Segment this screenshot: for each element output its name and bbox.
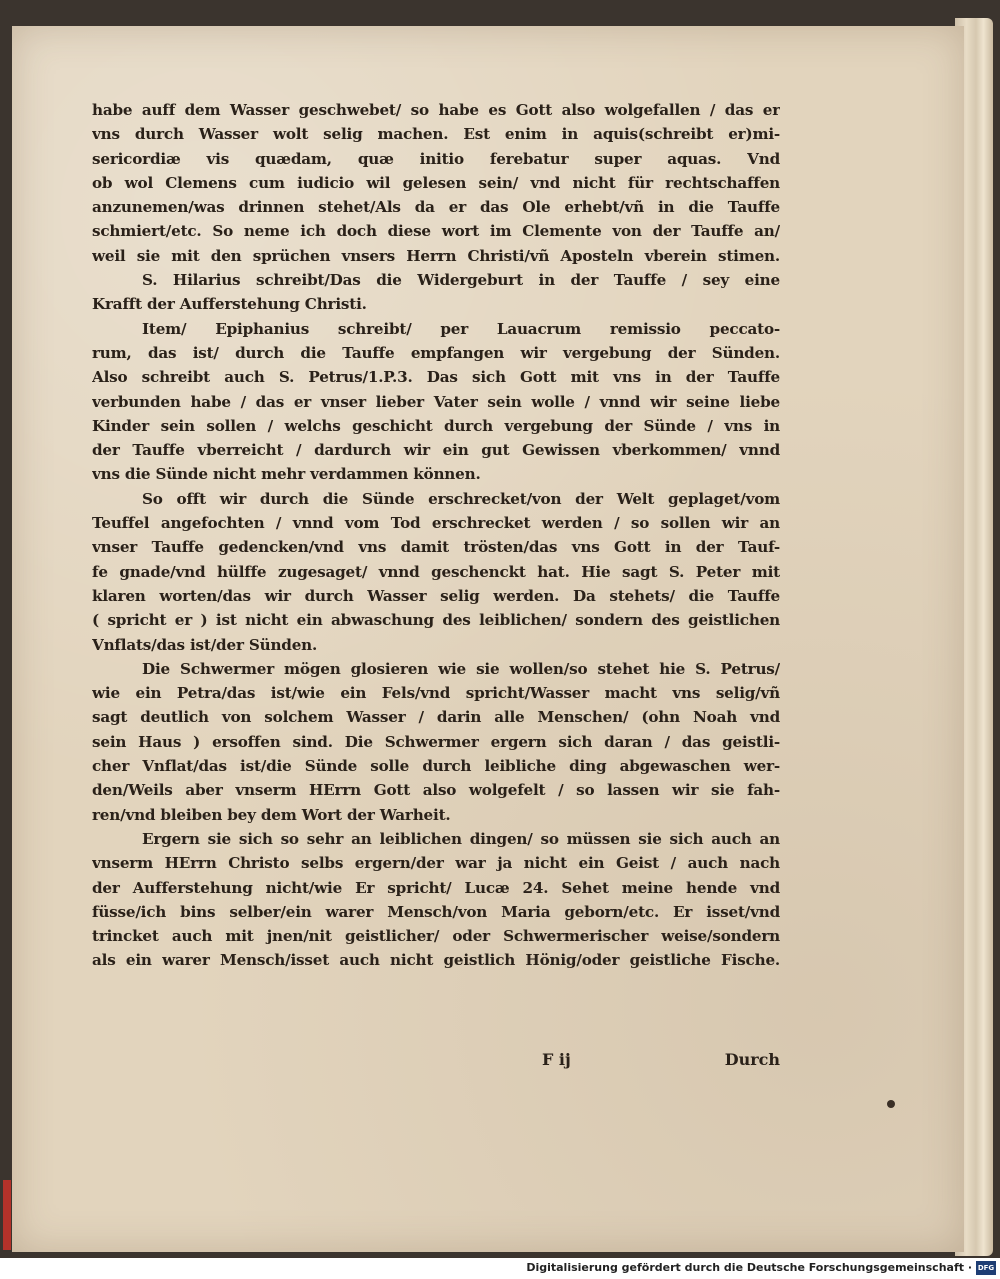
text-line: der Aufferstehung nicht/wie Er spricht/ Lucæ 24. Sehet meine hende vnd	[92, 878, 780, 897]
text-line: Vnflats/das ist/der Sünden.	[92, 635, 318, 654]
text-line: So offt wir durch die Sünde erschrecket/von der Welt geplaget/vom	[142, 489, 780, 508]
text-line: Die Schwermer mögen glosieren wie sie wollen/so stehet hie S. Petrus/	[142, 659, 780, 678]
text-line: vns durch Wasser wolt selig machen. Est enim in aquis(schreibt er)mi-	[92, 125, 780, 144]
text-line: anzunemen/was drinnen stehet/Als da er das Ole erhebt/vñ in die Tauffe	[92, 198, 780, 217]
text-line: Ergern sie sich so sehr an leiblichen dingen/ so müssen sie sich auch an	[142, 829, 780, 848]
text-line: ob wol Clemens cum iudicio wil gelesen sein/ vnd nicht für rechtschaffen	[92, 173, 780, 192]
text-line: der Tauffe vberreicht / dardurch wir ein gut Gewissen vberkommen/ vnnd	[92, 441, 780, 460]
text-line: wie ein Petra/das ist/wie ein Fels/vnd spricht/Wasser macht vns selig/vñ	[92, 684, 780, 703]
text-line: ( spricht er ) ist nicht ein abwaschung des leiblichen/ sondern des geistlichen	[92, 611, 780, 630]
text-line: rum, das ist/ durch die Tauffe empfangen wir vergebung der Sünden.	[92, 343, 780, 362]
credit-text: Digitalisierung gefördert durch die Deutsche Forschungsgemeinschaft ·	[526, 1261, 972, 1274]
text-line: Item/ Epiphanius schreibt/ per Lauacrum remissio peccato-	[142, 319, 780, 338]
credit-bar	[0, 1258, 1000, 1279]
text-line: sericordiæ vis quædam, quæ initio ferebatur super aquas. Vnd	[92, 149, 780, 168]
text-line: habe auff dem Wasser geschwebet/ so habe es Gott also wolgefallen / das er	[92, 101, 780, 119]
dfg-logo-icon: DFG	[976, 1261, 996, 1275]
text-line: fe gnade/vnd hülffe zugesaget/ vnnd geschenckt hat. Hie sagt S. Peter mit	[92, 562, 780, 581]
catchword: Durch	[724, 1050, 780, 1069]
text-line: klaren worten/das wir durch Wasser selig werden. Da stehets/ die Tauffe	[92, 586, 780, 605]
text-line: Teuffel angefochten / vnnd vom Tod erschrecket werden / so sollen wir an	[92, 514, 780, 533]
text-line: Krafft der Aufferstehung Christi.	[92, 295, 367, 314]
text-line: vnser Tauffe gedencken/vnd vns damit trösten/das vns Gott in der Tauf-	[92, 538, 780, 557]
signature-mark: F ij	[542, 1050, 571, 1069]
bookmark-ribbon	[3, 1180, 11, 1250]
text-line: weil sie mit den sprüchen vnsers Herrn Christi/vñ Aposteln vberein stimen.	[92, 246, 780, 265]
text-line: schmiert/etc. So neme ich doch diese wort im Clemente von der Tauffe an/	[92, 222, 780, 241]
text-line: ren/vnd bleiben bey dem Wort der Warheit.	[92, 805, 451, 824]
text-line: Kinder sein sollen / welchs geschicht durch vergebung der Sünde / vns in	[92, 416, 780, 435]
text-line: trincket auch mit jnen/nit geistlicher/ oder Schwermerischer weise/sondern	[92, 927, 780, 946]
text-line: vns die Sünde nicht mehr verdammen können.	[92, 465, 481, 484]
text-line: verbunden habe / das er vnser lieber Vater sein wolle / vnnd wir seine liebe	[92, 392, 780, 411]
text-line: cher Vnflat/das ist/die Sünde solle durch leibliche ding abgewaschen wer-	[92, 757, 780, 776]
text-line: vnserm HErrn Christo selbs ergern/der war ja nicht ein Geist / auch nach	[92, 854, 780, 873]
text-line: als ein warer Mensch/isset auch nicht geistlich Hönig/oder geistliche Fische.	[92, 951, 780, 970]
ink-spot	[887, 1100, 895, 1108]
text-line: Also schreibt auch S. Petrus/1.P.3. Das sich Gott mit vns in der Tauffe	[92, 368, 780, 387]
page-footer	[92, 1046, 780, 1074]
text-line: S. Hilarius schreibt/Das die Widergeburt in der Tauffe / sey eine	[142, 271, 780, 290]
text-line: den/Weils aber vnserm HErrn Gott also wolgefelt / so lassen wir sie fah-	[92, 781, 780, 800]
text-line: füsse/ich bins selber/ein warer Mensch/von Maria geborn/etc. Er isset/vnd	[92, 902, 780, 921]
text-line: sein Haus ) ersoffen sind. Die Schwermer ergern sich daran / das geistli-	[92, 732, 780, 751]
text-line: sagt deutlich von solchem Wasser / darin alle Menschen/ (ohn Noah vnd	[92, 708, 780, 727]
page-text-block	[92, 98, 780, 973]
